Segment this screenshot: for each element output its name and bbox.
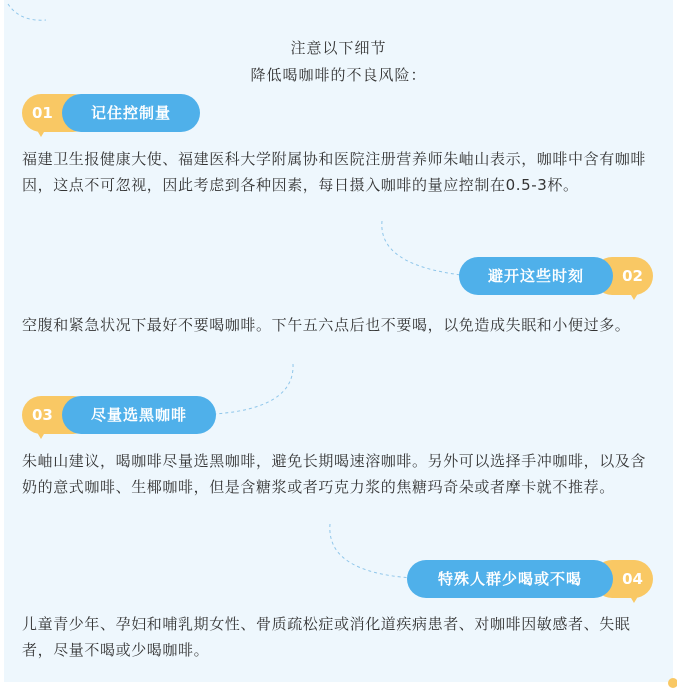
decorative-dot <box>668 678 677 688</box>
section-body-04: 儿童青少年、孕妇和哺乳期女性、骨质疏松症或消化道疾病患者、对咖啡因敏感者、失眠者，尽量不喝或少喝咖啡。 <box>22 615 631 659</box>
section-badge-02 <box>459 257 653 295</box>
section-number: 03 <box>22 396 92 434</box>
section-title: 尽量选黑咖啡 <box>62 396 216 434</box>
section-number: 01 <box>22 94 92 132</box>
intro-line-1: 注意以下细节 <box>290 39 387 57</box>
section-title: 避开这些时刻 <box>459 257 613 295</box>
section-title: 记住控制量 <box>62 94 200 132</box>
section-title: 特殊人群少喝或不喝 <box>407 560 613 598</box>
intro-line-2: 降低喝咖啡的不良风险： <box>250 66 427 84</box>
section-body-02: 空腹和紧急状况下最好不要喝咖啡。下午五六点后也不要喝，以免造成失眠和小便过多。 <box>22 316 631 334</box>
section-body-01: 福建卫生报健康大使、福建医科大学附属协和医院注册营养师朱岫山表示，咖啡中含有咖啡因，这点不可忽视，因此考虑到各种因素，每日摄入咖啡的量应控制在0.5-3杯。 <box>22 150 647 194</box>
section-body-03: 朱岫山建议，喝咖啡尽量选黑咖啡，避免长期喝速溶咖啡。另外可以选择手冲咖啡，以及含奶的意式咖啡、生椰咖啡，但是含糖浆或者巧克力浆的焦糖玛奇朵或者摩卡就不推荐。 <box>22 452 647 496</box>
section-badge-03 <box>22 396 216 434</box>
section-number: 04 <box>593 560 653 598</box>
section-number: 02 <box>593 257 653 295</box>
section-badge-01 <box>22 94 200 132</box>
section-badge-04 <box>407 560 653 598</box>
